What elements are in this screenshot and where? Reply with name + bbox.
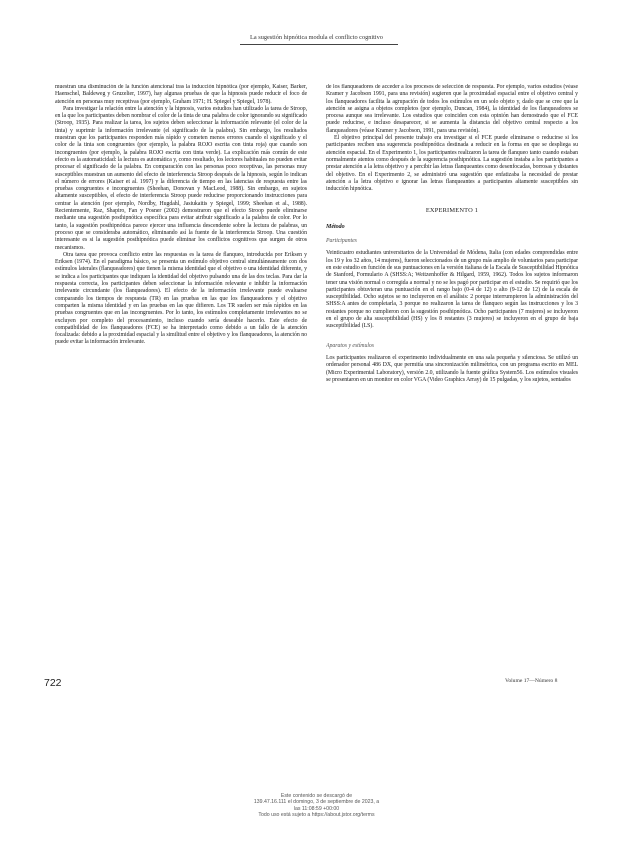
experiment-heading: EXPERIMENTO 1	[425, 207, 479, 215]
terms-link[interactable]: Todo uso está sujeto a https://about.jstor.org/terms	[258, 811, 375, 818]
participants-text: Veinticuatro estudiantes universitarios de la Universidad de Módena, Italia (con edades comprendidas entre los 19 y los 32 años, 14 mujeres), fueron seleccionados de un grupo más amplio de voluntarios para participar en este estudio en función de sus puntuaciones en la versión italiana de la Escala de Susceptibilidad Hipnótica de Stanford, Formulario A (SHSS:A; Weitzenhoffer & Hilgard, 1959, 1962). Todos los sujetos informaron tener una visión normal o corregida a normal y no se les pagó por participar en el estudio. Se requirió que los participantes obtuvieran una puntuación en el rango bajo (0-4 de 12) o alto (9-12 de 12) de la escala de susceptibilidad. Ocho sujetos se no incluyeron en el análisis: 2 porque interrumpieron la administración del SHSS:A antes de completarla, 3 porque no realizaron la tarea de flanqueo según las instrucciones y los 3 restantes porque no cumplieron con la sugestión posthipnótica. Ocho participantes (7 mujeres) se incluyeron en el grupo de alta susceptibilidad (HS) y los 8 restantes (3 mujeres) se incluyeron en el grupo de baja susceptibilidad (LS).	[326, 250, 578, 330]
access-notice	[0, 793, 633, 818]
access-line: 139.47.16.111 el domingo, 3 de septiembre de 2023, a	[253, 799, 380, 806]
right-column	[326, 84, 578, 662]
paragraph: Otra tarea que provoca conflicto entre las respuestas es la tarea de flanqueo, introducida por Eriksen y Eriksen (1974). En el paradigma básico, se presenta un estímulo objetivo central simultáneamente con dos estímulos laterales (flanqueadores) que tienen la misma identidad que el objetivo o una identidad diferente, y se indica a los participantes que indiquen la identidad del objetivo pulsando una de las dos teclas. Para dar la respuesta correcta, los participantes deben seleccionar la información relevante e inhibir la información irrelevante circundante (los flanqueadores). El efecto de la información irrelevante puede evaluarse comparando los tiempos de respuesta (TR) en las pruebas en las que los flanqueadores y el objetivo comparten la misma identidad y en las pruebas en las que difieren. Los TR suelen ser más rápidos en las pruebas congruentes que en las incongruentes. Por lo tanto, los estímulos completamente irrelevantes no se excluyen por completo del procesamiento, incluso cuando sería deseable hacerlo. Este efecto de compatibilidad de los flanqueadores (FCE) se ha interpretado como debido a un fallo de la atención focalizada: debido a la proximidad espacial y la similitud entre el objetivo y los flanqueadores, la atención no puede evitar la información irrelevante.	[55, 251, 307, 346]
method-heading: Método	[326, 223, 345, 230]
participants-heading: Participantes	[326, 238, 357, 245]
page-number: 722	[44, 677, 62, 689]
left-column	[55, 84, 307, 662]
access-line: las 11:08:59 +00:00	[293, 805, 340, 812]
apparatus-text: Los participantes realizaron el experimento individualmente en una sala pequeña y silenciosa. Se utilizó un ordenador personal 486 DX, que permitía una sincronización milimétrica, con un programa escrito en MEL (Micro Experimental Laboratory), versión 2.0, utilizando la fuente gráfica System56. Los estímulos visuales se presentaron en un monitor en color VGA (Video Graphics Array) de 15 pulgadas, y los sujetos, sentados	[326, 354, 578, 383]
apparatus-heading: Aparatos y estímulos	[326, 342, 375, 349]
access-line: Este contenido se descargó de	[280, 793, 353, 799]
paragraph: El objetivo principal del presente trabajo era investigar si el FCE puede eliminarse o reducirse si los participantes reciben una sugerencia posthipnótica destinada a reducir en la forma en que se despliega su atención espacial. En el Experimento 1, los participantes realizaron la tarea de flanqueo tanto cuando estaban normalmente atentos como después de la sugerencia posthipnótica. La sugestión instaba a los participantes a prestar atención a la letra objetivo y a percibir las letras flanqueantes como desenfocadas, borrosas y distantes del objetivo. En el Experimento 2, se administró una sugestión que enfatizaba la necesidad de prestar atención a la letra objetivo e ignorar las letras flanqueantes a participantes altamente susceptibles sin inducción hipnótica.	[326, 135, 578, 193]
paragraph: de los flanqueadores de acceder a los procesos de selección de respuesta. Por ejemplo, varios estudios (véase Kramer y Jacobson 1991, para una revisión) sugieren que la proximidad espacial entre el objetivo central y los flanqueadores facilita la agrupación de todos los estímulos en un solo objeto y, dado que se cree que la atención se asigna a objetos completos (por ejemplo, Duncan, 1984), la identidad de los flanqueadores se procesa aunque sea irrelevante. Los estudios que coinciden con esta opinión han demostrado que el FCE puede reducirse, e incluso desaparecer, si se aumenta la distancia del objetivo central respecto a los flanqueadores (véase Kramer y Jacobson, 1991, para una revisión).	[326, 84, 578, 134]
header-rule	[240, 44, 398, 45]
volume-label: Volume 17—Número 8	[505, 678, 558, 684]
paragraph: Para investigar la relación entre la atención y la hipnosis, varios estudios han utilizado la tarea de Stroop, en la que los participantes deben nombrar el color de la tinta de una palabra de color ignorando su significado (Stroop, 1935). Para realizar la tarea, los sujetos deben seleccionar la información relevante (el color de la tinta) y suprimir la información irrelevante (el significado de la palabra). Sin embargo, los resultados muestran que los participantes responden más rápido y cometen menos errores cuando el significado y el color de la tinta son congruentes (por ejemplo, la palabra ROJO escrita con tinta roja) que cuando son incongruentes (por ejemplo, la palabra ROJO escrita con tinta verde). La explicación más común de este efecto es la automaticidad: la lectura es automática y, como resultado, los lectores habituales no pueden evitar procesar el significado de la palabra. En comparación con las personas poco receptivas, las personas muy susceptibles muestran un aumento del efecto de interferencia Stroop después de la hipnosis, según lo indican el número de errores (Kaiser et al. 1997) y la diferencia de tiempo en las latencias de respuesta entre las pruebas congruentes e incongruentes (Sheehan, Donovan y MacLeod, 1988). Sin embargo, en sujetos altamente susceptibles, el efecto de interferencia Stroop puede reducirse proporcionando instrucciones para centrar la atención (por ejemplo, Nordby, Hugdahl, Jasiukaitis y Spiegel, 1999; Sheehan et al., 1988). Recientemente, Raz, Shapiro, Fan y Posner (2002) demostraron que el efecto Stroop puede eliminarse mediante una sugestión posthipnótica específica para evitar atribuir significado a la palabra de color. Por lo tanto, la sugestión posthipnótica parece ejercer una influencia descendente sobre la lectura de palabras, un proceso que se consideraba automático, eliminando así la fuente de la interferencia Stroop. Una cuestión interesante es si la sugestión posthipnótica puede eliminar los conflictos cognitivos que surgen de otros mecanismos.	[55, 105, 307, 251]
running-title: La sugestión hipnótica modula el conflicto cognitivo	[250, 34, 383, 41]
paragraph: muestran una disminución de la función atencional tras la inducción hipnótica (por ejemplo, Kaiser, Barker, Haenschel, Baldeweg y Gruzelier, 1997), hay algunas pruebas de que la hipnosis puede reducir el foco de atención en personas muy receptivas (por ejemplo, Graham 1971; H. Spiegel y Spiegel, 1978).	[55, 84, 307, 105]
